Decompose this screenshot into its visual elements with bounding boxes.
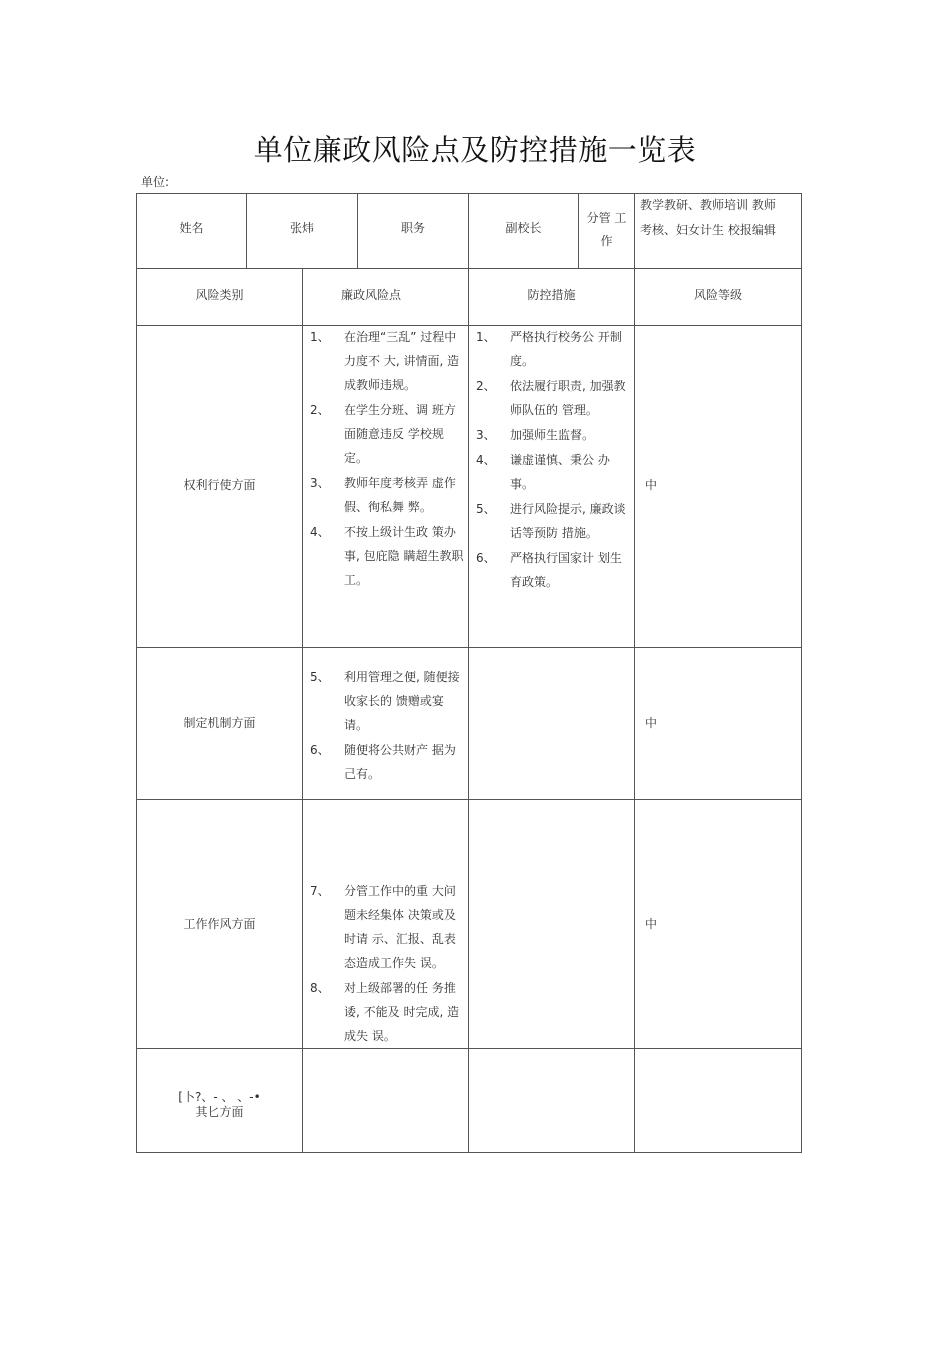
duty-label-line1: 分管 工	[586, 211, 627, 225]
risk-point-item: 6、 随便将公共财产 据为己有。	[310, 743, 456, 781]
row-3-risk-points	[310, 879, 466, 1049]
name-value: 张炜	[289, 221, 314, 235]
row-4-category-line1: [卜?、- 、 、-•	[178, 1090, 261, 1104]
duty-value-line2: 考核、妇女计生 校报编辑	[640, 223, 776, 237]
row-3-category: 工作作风方面	[183, 917, 256, 931]
col-divider-1	[302, 268, 303, 1153]
row-1-measures	[476, 325, 633, 595]
measure-item: 2、 依法履行职责, 加强教师队伍的 管理。	[476, 379, 626, 417]
row-1-level: 中	[645, 478, 658, 492]
position-value: 副校长	[505, 221, 542, 235]
risk-point-item: 1、 在治理“三乱” 过程中力度不 大, 讲情面, 造 成教师违规。	[310, 330, 460, 392]
column-header-category: 风险类别	[195, 288, 244, 302]
duty-label-line2: 作	[600, 234, 613, 248]
risk-point-item: 8、 对上级部署的任 务推诿, 不能及 时完成, 造成失 误。	[310, 981, 460, 1043]
risk-point-item: 3、 教师年度考核弄 虚作假、徇私舞 弊。	[310, 476, 456, 514]
risk-point-item: 5、 利用管理之便, 随便接收家长的 馈赠或宴请。	[310, 670, 460, 732]
name-label: 姓名	[179, 221, 204, 235]
column-header-measures: 防控措施	[527, 288, 576, 302]
measure-item: 3、 加强师生监督。	[476, 428, 595, 442]
col-divider-3	[634, 268, 635, 1153]
col-divider-2	[468, 268, 469, 1153]
measure-item: 5、 进行风险提示, 廉政谈话等预防 措施。	[476, 502, 626, 540]
header-divider-5	[634, 193, 635, 269]
row-1-category: 权利行使方面	[183, 478, 256, 492]
row-divider-1	[136, 647, 802, 648]
row-divider-3	[136, 1048, 802, 1049]
row-2-level: 中	[645, 716, 658, 730]
duty-value-line1: 教学教研、教师培训 教师	[640, 198, 776, 212]
measure-item: 6、 严格执行国家计 划生育政策。	[476, 551, 622, 589]
row-1-risk-points	[310, 325, 466, 593]
column-header-level: 风险等级	[693, 288, 742, 302]
row-2-category: 制定机制方面	[183, 716, 256, 730]
row-4-category-line2: 其匕方面	[195, 1105, 244, 1119]
row-2-risk-points	[310, 665, 466, 787]
row-3-level: 中	[645, 917, 658, 931]
unit-label: 单位:	[141, 175, 170, 189]
position-label: 职务	[400, 221, 425, 235]
measure-item: 1、 严格执行校务公 开制度。	[476, 330, 622, 368]
risk-point-item: 2、 在学生分班、调 班方面随意违反 学校规定。	[310, 403, 456, 465]
measure-item: 4、 谦虚谨慎、秉公 办事。	[476, 453, 610, 491]
page-title: 单位廉政风险点及防控措施一览表	[253, 133, 697, 167]
row-divider-header	[136, 325, 802, 326]
risk-point-item: 7、 分管工作中的重 大问题未经集体 决策或及时请 示、汇报、乱表态造成工作失 误。	[310, 884, 456, 970]
column-header-risk-points: 廉政风险点	[340, 288, 401, 302]
row-divider-2	[136, 799, 802, 800]
risk-point-item: 4、 不按上级计生政 策办事, 包庇隐 瞒超生教职工。	[310, 525, 464, 587]
